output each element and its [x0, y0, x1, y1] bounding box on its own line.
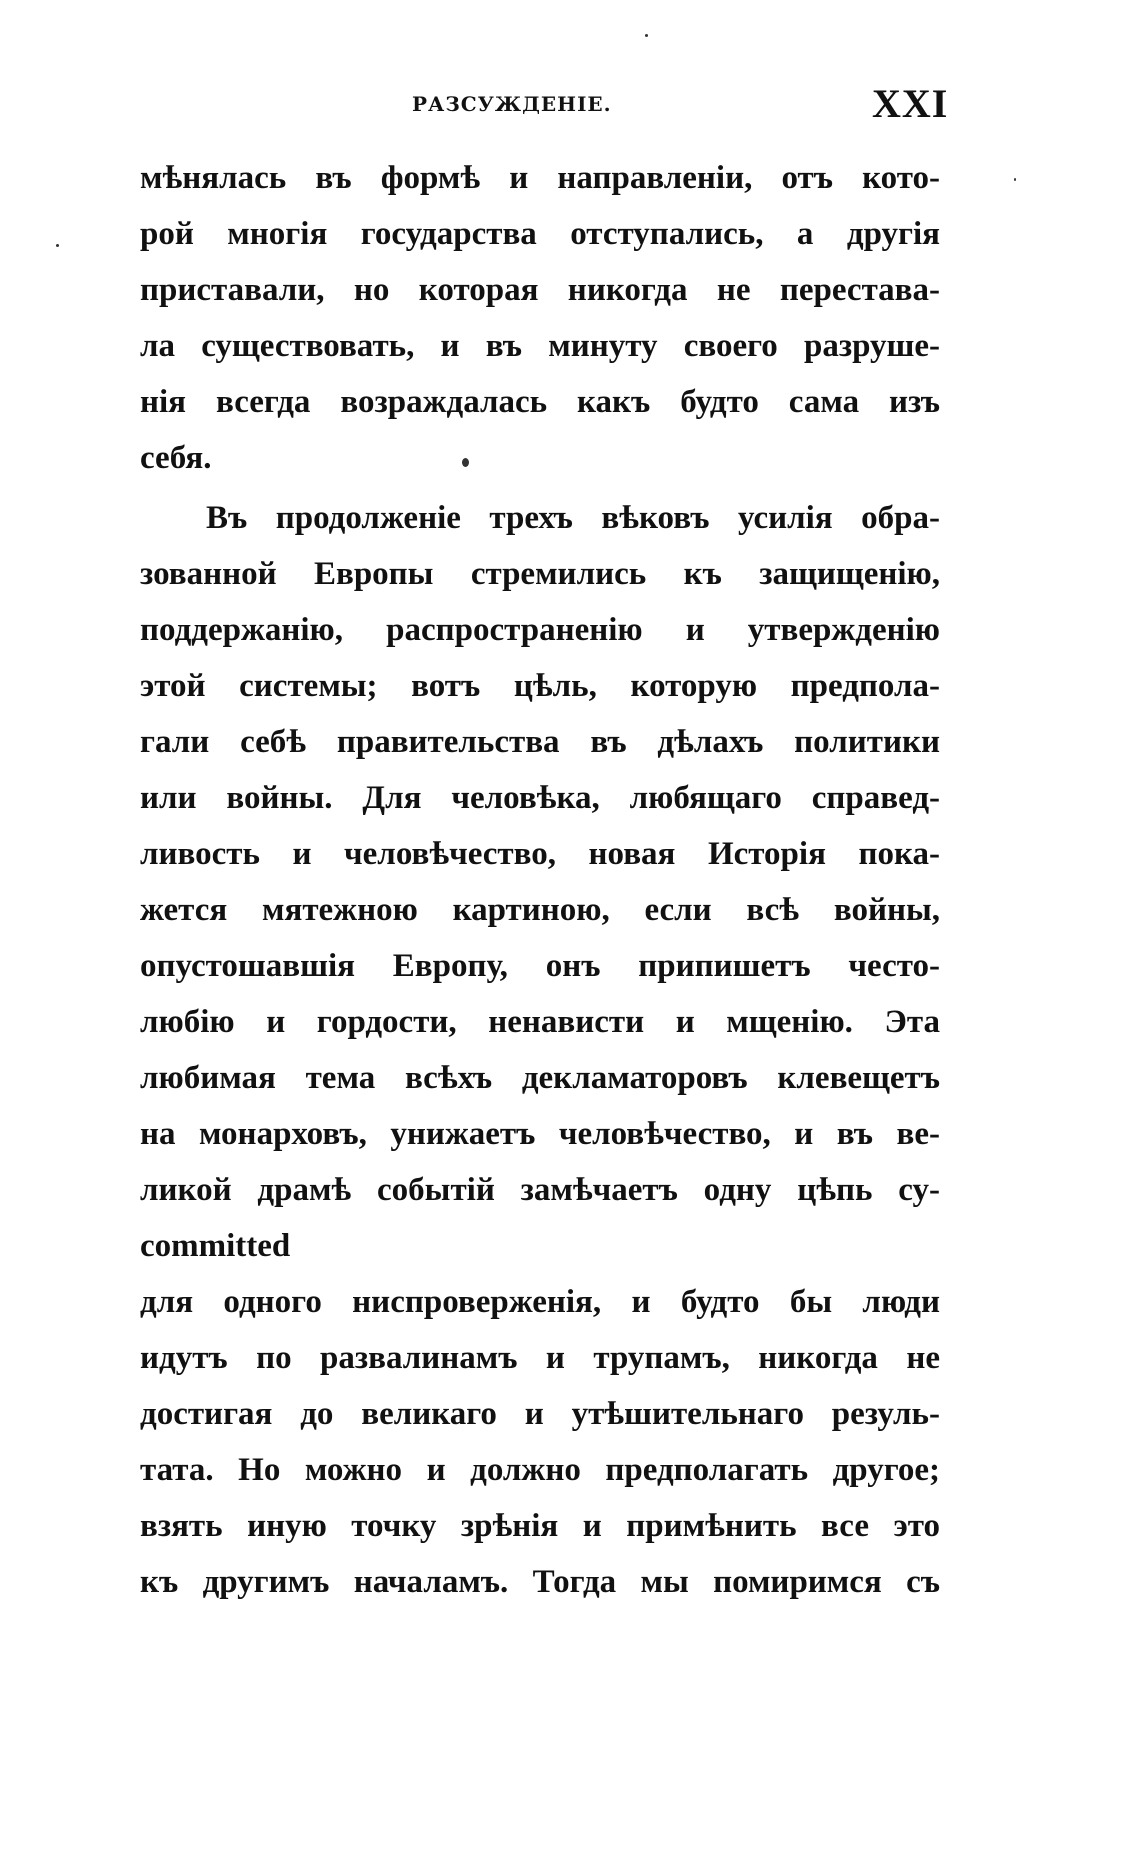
text-line: Въ продолженіе трехъ вѣковъ усилія обра-: [206, 500, 940, 536]
body-text: [140, 150, 940, 1610]
text-line: достигая до великаго и утѣшительнаго резуль-: [140, 1396, 940, 1432]
scan-speck: [462, 458, 469, 467]
text-line: поддержанію, распространенію и утвержденію: [140, 612, 940, 648]
text-line: мѣнялась въ формѣ и направленіи, отъ кото-: [140, 160, 940, 196]
text-line: или войны. Для человѣка, любящаго справед-: [140, 780, 940, 816]
text-line: любимая тема всѣхъ декламаторовъ клевещетъ: [140, 1060, 940, 1096]
text-line: идутъ по развалинамъ и трупамъ, никогда не: [140, 1340, 940, 1376]
text-line: жется мятежною картиною, если всѣ войны,: [140, 892, 940, 928]
text-line: взять иную точку зрѣнія и примѣнить все это: [140, 1508, 940, 1544]
text-line: приставали, но которая никогда не перестава-: [140, 272, 940, 308]
text-line: committed: [140, 1228, 291, 1264]
text-line: къ другимъ началамъ. Тогда мы помиримся съ: [140, 1564, 940, 1600]
paragraph-1: [140, 150, 940, 486]
running-head: РАЗСУЖДЕНІЕ.: [412, 92, 612, 116]
text-line: ликой драмѣ событій замѣчаетъ одну цѣпь су-: [140, 1172, 940, 1208]
text-line: этой системы; вотъ цѣль, которую предпола-: [140, 668, 940, 704]
text-line: ливость и человѣчество, новая Исторія пока-: [140, 836, 940, 872]
scan-speck: [645, 34, 648, 37]
scan-speck: [1014, 178, 1016, 181]
text-line: ла существовать, и въ минуту своего разруше-: [140, 328, 940, 364]
page-header: [140, 80, 949, 140]
text-line: зованной Европы стремились къ защищенію,: [140, 556, 940, 592]
scan-speck: [56, 244, 59, 247]
page-number: XXI: [872, 81, 949, 126]
text-line: себя.: [140, 440, 212, 476]
text-line: любію и гордости, ненависти и мщенію. Эта: [140, 1004, 940, 1040]
text-line: рой многія государства отступались, а другія: [140, 216, 940, 252]
text-line: опустошавшія Европу, онъ припишетъ често-: [140, 948, 940, 984]
paragraph-2: [140, 490, 940, 1610]
text-line: гали себѣ правительства въ дѣлахъ политики: [140, 724, 940, 760]
text-line: на монарховъ, унижаетъ человѣчество, и въ ве-: [140, 1116, 940, 1152]
text-line: для одного ниспроверженія, и будто бы люди: [140, 1284, 940, 1320]
text-line: нія всегда возраждалась какъ будто сама изъ: [140, 384, 940, 420]
text-line: тата. Но можно и должно предполагать другое;: [140, 1452, 940, 1488]
